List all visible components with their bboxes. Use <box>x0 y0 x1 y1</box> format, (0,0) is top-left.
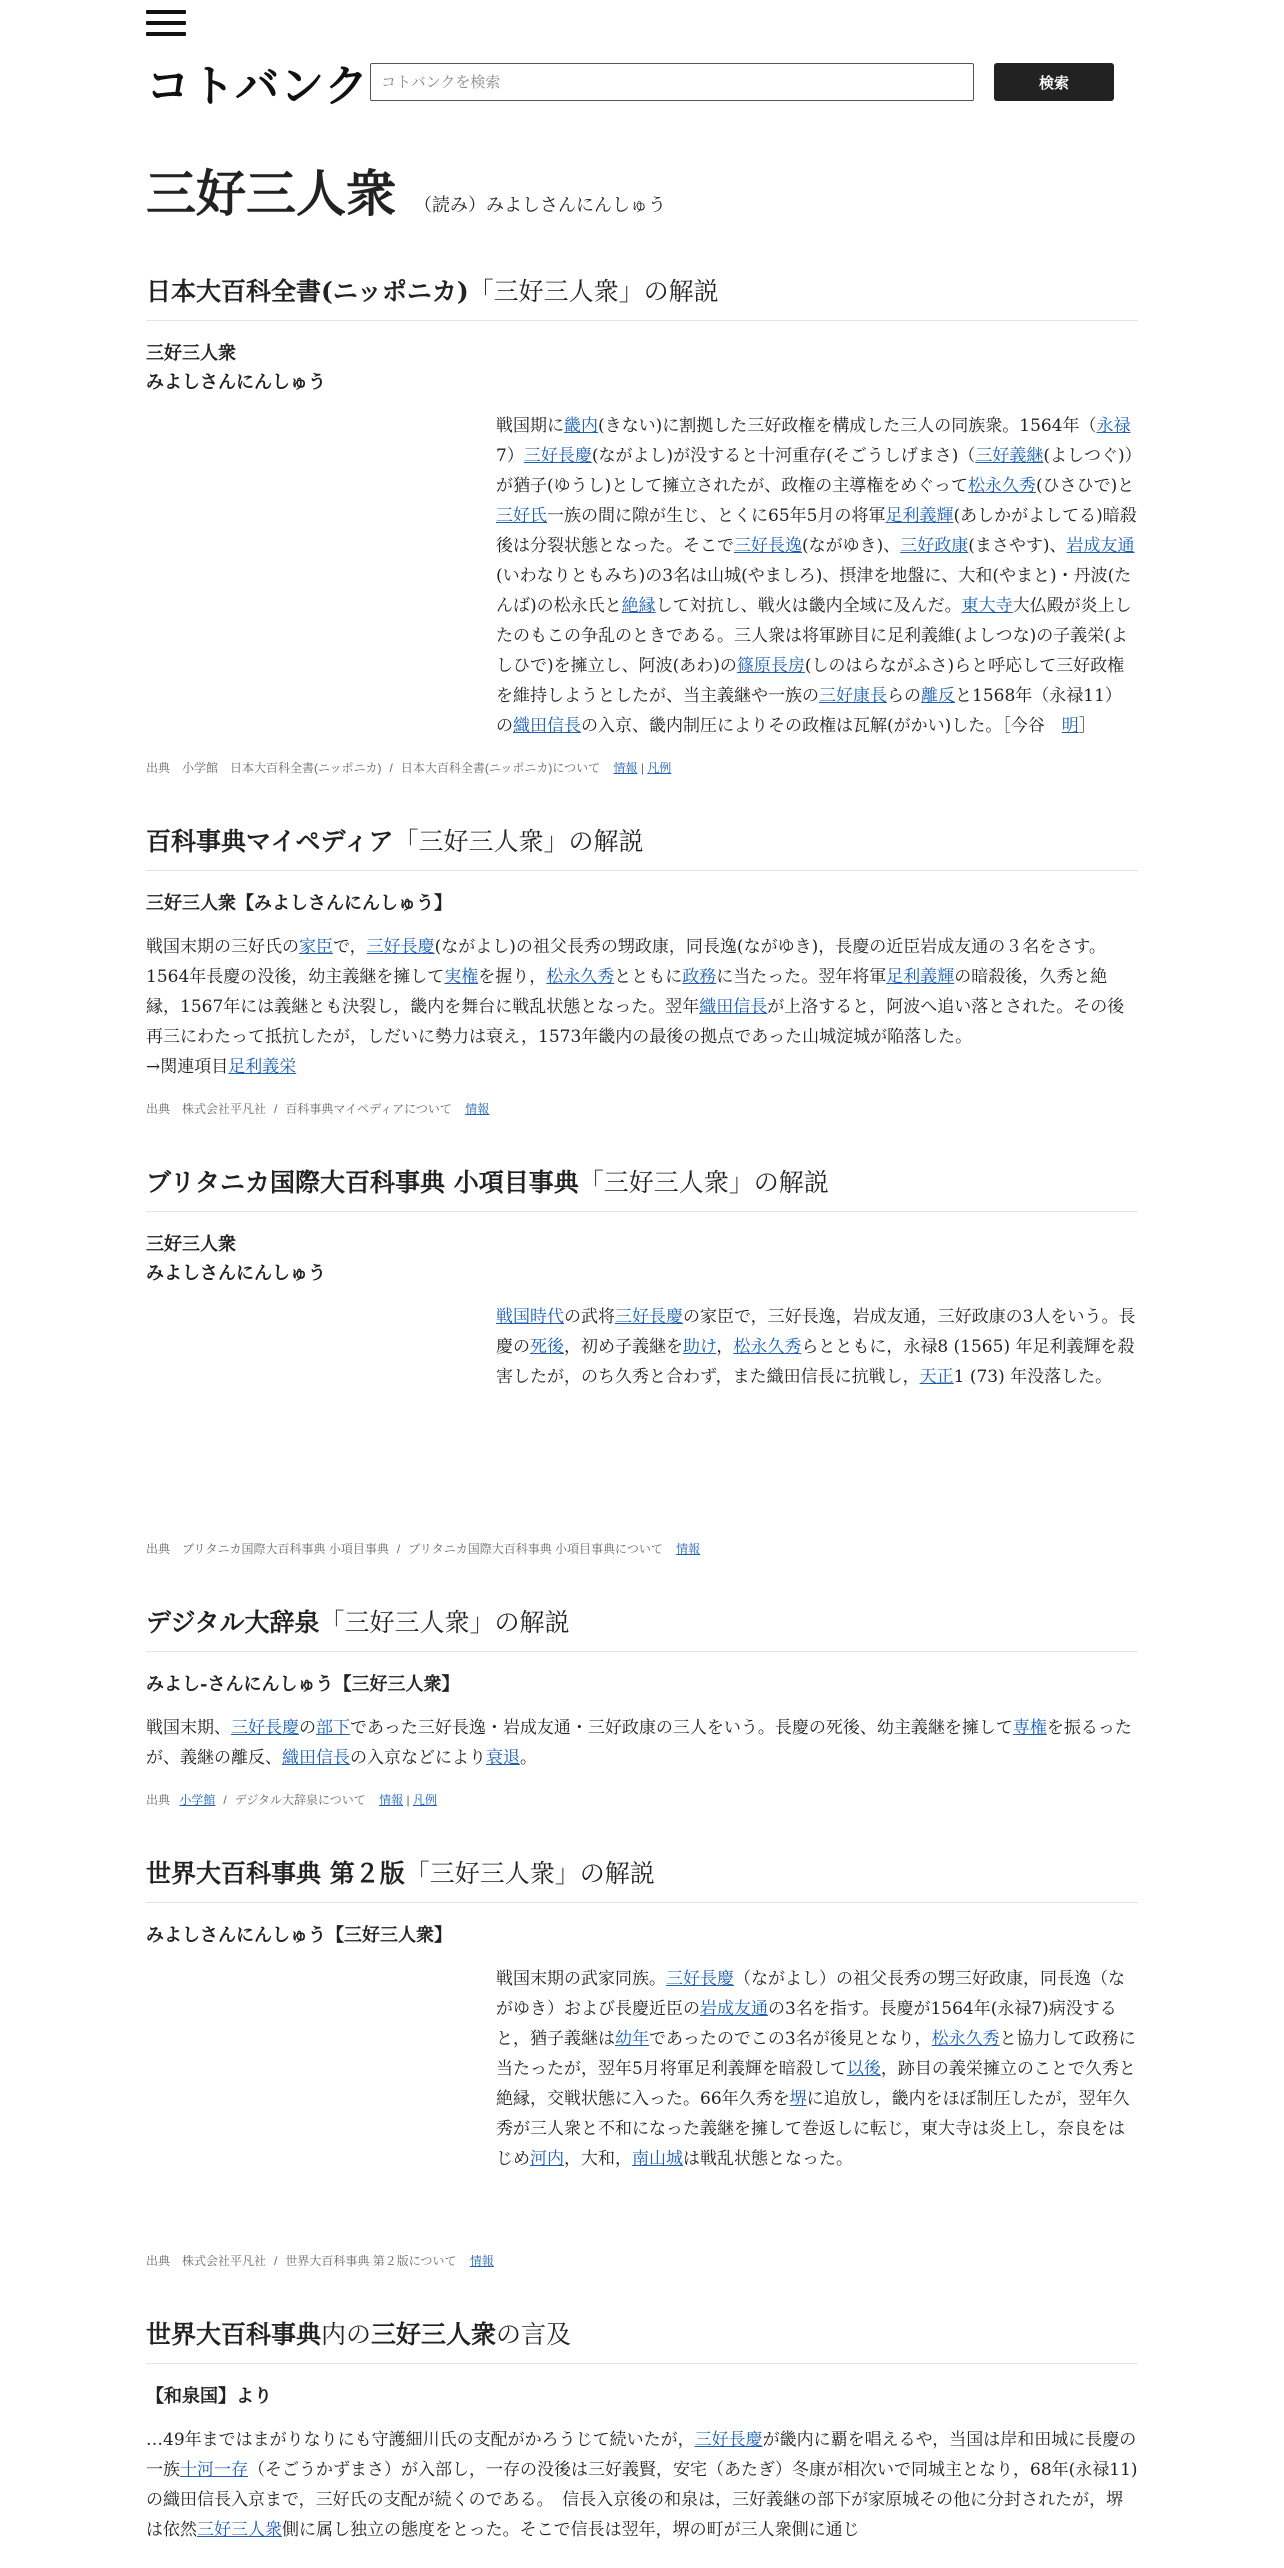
ad-space <box>146 1392 1138 1522</box>
dict-name[interactable]: ブリタニカ国際大百科事典 小項目事典 <box>146 1168 579 1197</box>
page-title-row <box>146 154 1138 226</box>
link[interactable]: 衰退 <box>486 1748 520 1768</box>
link[interactable]: 東大寺 <box>961 596 1013 616</box>
link[interactable]: 三好康長 <box>819 686 887 706</box>
link[interactable]: 三好長慶 <box>615 1307 683 1327</box>
link[interactable]: 足利義輝 <box>885 506 954 526</box>
link[interactable]: 三好長逸 <box>734 536 802 556</box>
info-link[interactable]: 情報 <box>676 1542 701 1556</box>
link[interactable]: 以後 <box>846 2059 881 2079</box>
entry-body: 戦国末期の三好氏の家臣で，三好長慶(ながよし)の祖父長秀の甥政康，同長逸(ながゆき)，長慶の近臣岩成友通の３名をさす。1564年長慶の没後，幼主義継を擁して実権を握り，松永久秀とともに政務に当たった。翌年将軍足利義輝の暗殺後，久秀と絶縁，1567年には義継とも決裂し，畿内を舞台に戦乱状態となった。翌年織田信長が上洛すると，阿波へ追い落とされた。その後再三にわたって抵抗したが，しだいに勢力は衰え，1573年畿内の最後の拠点であった山城淀城が陥落した。 →関連項目足利義栄 <box>146 937 1125 1077</box>
heading-tail: 「三好三人衆」の解説 <box>393 827 644 856</box>
dict-name[interactable]: 日本大百科全書(ニッポニカ) <box>146 277 469 306</box>
dict-name[interactable]: 百科事典マイペディア <box>146 827 394 856</box>
heading-tail: 「三好三人衆」の解説 <box>578 1168 829 1197</box>
link[interactable]: 岩成友通 <box>700 1999 768 2019</box>
link[interactable]: 部下 <box>316 1718 350 1738</box>
section-heading <box>146 822 1138 871</box>
reading: （読み）みよしさんにんしゅう <box>414 195 666 216</box>
link[interactable]: 南山城 <box>632 2149 683 2169</box>
link[interactable]: 岩成友通 <box>1066 536 1135 556</box>
link[interactable]: 助け <box>683 1337 717 1357</box>
link[interactable]: 三好政康 <box>900 536 969 556</box>
link[interactable]: 三好長慶 <box>666 1969 734 1989</box>
info-link[interactable]: 情報 <box>465 1102 490 1116</box>
link[interactable]: 松永久秀 <box>733 1337 802 1357</box>
dict-name[interactable]: デジタル大辞泉 <box>146 1608 320 1637</box>
info-link[interactable]: 情報 <box>379 1793 404 1807</box>
link[interactable]: 三好長慶 <box>231 1718 299 1738</box>
link[interactable]: 河内 <box>530 2149 564 2169</box>
source-line: 出典 株式会社平凡社 / 百科事典マイペディアについて 情報 <box>146 1102 490 1116</box>
heading-tail: 「三好三人衆」の解説 <box>468 277 719 306</box>
link[interactable]: 離反 <box>921 686 955 706</box>
section-heading <box>146 1603 1138 1652</box>
link[interactable]: 死後 <box>530 1337 564 1357</box>
link[interactable]: 松永久秀 <box>931 2029 1000 2049</box>
link[interactable]: 松永久秀 <box>967 476 1036 496</box>
link[interactable]: 戦国時代 <box>496 1307 564 1327</box>
link[interactable]: 織田信長 <box>699 997 768 1017</box>
hamburger-menu-icon[interactable] <box>146 10 186 36</box>
search-input[interactable] <box>370 63 974 101</box>
section-daijisen <box>146 1603 1138 1808</box>
section-britannica <box>146 1163 1138 1557</box>
info-link[interactable]: 情報 <box>613 761 638 775</box>
link[interactable]: 三好長慶 <box>366 937 435 957</box>
entry-body: 戦国末期の武家同族。三好長慶（ながよし）の祖父長秀の甥三好政康，同長逸（ながゆき）および長慶近臣の岩成友通の3名を指す。長慶が1564年(永禄7)病没すると，猶子義継は幼年であったのでこの3名が後見となり，松永久秀と協力して政務に当たったが，翌年5月将軍足利義輝を暗殺して以後，跡目の義栄擁立のことで久秀と絶縁，交戦状態に入った。66年久秀を堺に追放し，畿内をほぼ制圧したが，翌年久秀が三人衆と不和になった義継を擁して巻返しに転じ，東大寺は炎上し，奈良をはじめ河内，大和，南山城は戦乱状態となった。 <box>496 1969 1136 2169</box>
entry-head <box>146 1230 1138 1288</box>
entry-line: みよしさんにんしゅう【三好三人衆】 <box>146 1925 452 1946</box>
header <box>146 50 1138 114</box>
link[interactable]: 実権 <box>444 967 479 987</box>
link[interactable]: 家臣 <box>299 937 333 957</box>
link[interactable]: 畿内 <box>564 416 598 436</box>
entry-head <box>146 1921 1138 1950</box>
dict-name[interactable]: 世界大百科事典 <box>146 2320 322 2349</box>
heading-mid: 内の <box>321 2320 372 2349</box>
heading-tail: の言及 <box>496 2320 572 2349</box>
link[interactable]: 足利義輝 <box>886 967 955 987</box>
link[interactable]: 三好氏 <box>496 506 547 526</box>
heading-tail: 「三好三人衆」の解説 <box>404 1859 655 1888</box>
site-logo[interactable]: コトバンク <box>146 61 370 112</box>
entry-body: 戦国末期、三好長慶の部下であった三好長逸・岩成友通・三好政康の三人をいう。長慶の死後、幼主義継を擁して専権を振るったが、義継の離反、織田信長の入京などにより衰退。 <box>146 1718 1132 1768</box>
entry-body: 戦国期に畿内(きない)に割拠した三好政権を構成した三人の同族衆。1564年（永禄7）三好長慶(ながよし)が没すると十河重存(そごうしげまさ)（三好義継(よしつぐ)）が猶子(ゆうし)として擁立されたが、政権の主導権をめぐって松永久秀(ひさひで)と三好氏一族の間に隙が生じ、とくに65年5月の将軍足利義輝(あしかがよしてる)暗殺後は分裂状態となった。そこで三好長逸(ながゆき)、三好政康(まさやす)、岩成友通(いわなりともみち)の3名は山城(やましろ)、摂津を地盤に、大和(やまと)・丹波(たんば)の松永氏と絶縁して対抗し、戦火は畿内全域に及んだ。東大寺大仏殿が炎上したのもこの争乱のときである。三人衆は将軍跡目に足利義維(よしつな)の子義栄(よしひで)を擁立し、阿波(あわ)の篠原長房(しのはらながふさ)らと呼応して三好政権を維持しようとしたが、当主義継や一族の三好康長らの離反と1568年（永禄11）の織田信長の入京、畿内制圧によりその政権は瓦解(がかい)した。［今谷 明］ <box>146 411 1138 741</box>
link[interactable]: 堺 <box>789 2089 807 2109</box>
section-heading <box>146 2315 1138 2364</box>
link[interactable]: 明 <box>1061 716 1079 736</box>
link[interactable]: 幼年 <box>615 2029 649 2049</box>
hanrei-link[interactable]: 凡例 <box>412 1793 437 1807</box>
entry-head <box>146 2382 1138 2411</box>
entry-line: みよしさんにんしゅう <box>146 372 326 393</box>
entry-line: 【和泉国】より <box>146 2386 272 2407</box>
source-line: 出典 ブリタニカ国際大百科事典 小項目事典 / ブリタニカ国際大百科事典 小項目事典について 情報 <box>146 1542 701 1556</box>
page <box>146 0 1138 2545</box>
entry-body: …49年まではまがりなりにも守護細川氏の支配がかろうじて続いたが，三好長慶が畿内に覇を唱えるや，当国は岸和田城に長慶の一族十河一存（そごうかずまさ）が入部し，一存の没後は三好義賢，安宅（あたぎ）冬康が相次いで同城主となり，68年(永禄11)の織田信長入京まで，三好氏の支配が続くのである。 信長入京後の和泉は，三好義継の部下が家原城その他に分封されたが，堺は依然三好三人衆側に属し独立の態度をとった。そこで信長は翌年，堺の町が三人衆側に通じ <box>146 2430 1138 2540</box>
entry-line: 三好三人衆 <box>146 1234 236 1255</box>
entry-body: 戦国時代の武将三好長慶の家臣で，三好長逸，岩成友通，三好政康の3人をいう。長慶の死後，初め子義継を助け，松永久秀らとともに，永禄8 (1565) 年足利義輝を殺害したが，のち久秀と合わず，また織田信長に抗戦し，天正1 (73) 年没落した。 <box>496 1307 1136 1387</box>
entry-line: 三好三人衆 <box>146 343 236 364</box>
link[interactable]: 松永久秀 <box>546 967 615 987</box>
section-mypedia <box>146 822 1138 1117</box>
link[interactable]: 織田信長 <box>282 1748 350 1768</box>
link[interactable]: 三好三人衆 <box>197 2520 282 2540</box>
link[interactable]: 政務 <box>682 967 717 987</box>
link[interactable]: 足利義栄 <box>228 1057 297 1077</box>
entry-line: みよし‐さんにんしゅう【三好三人衆】 <box>146 1674 460 1695</box>
link[interactable]: 十河一存 <box>180 2460 248 2480</box>
search-button[interactable]: 検索 <box>994 63 1114 101</box>
dict-name[interactable]: 世界大百科事典 第２版 <box>146 1859 405 1888</box>
section-sekai-daihyakka <box>146 1854 1138 2269</box>
section-mentions <box>146 2315 1138 2545</box>
entry-line: 三好三人衆【みよしさんにんしゅう】 <box>146 893 452 914</box>
link[interactable]: 天正 <box>919 1367 954 1387</box>
entry-line: みよしさんにんしゅう <box>146 1263 326 1284</box>
link[interactable]: 篠原長房 <box>736 656 805 676</box>
section-heading <box>146 1854 1138 1903</box>
section-nipponica <box>146 272 1138 776</box>
source-line: 出典 小学館 / デジタル大辞泉について 情報 | 凡例 <box>146 1793 437 1807</box>
source-line: 出典 小学館 日本大百科全書(ニッポニカ) / 日本大百科全書(ニッポニカ)について 情報 | 凡例 <box>146 761 672 775</box>
ad-space <box>146 2174 1138 2234</box>
link[interactable]: 絶縁 <box>621 596 656 616</box>
ad-space <box>146 411 496 731</box>
section-heading <box>146 1163 1138 1212</box>
link[interactable]: 三好長慶 <box>523 446 592 466</box>
link[interactable]: 永禄 <box>1096 416 1131 436</box>
heading-term: 三好三人衆 <box>371 2320 497 2349</box>
heading-tail: 「三好三人衆」の解説 <box>319 1608 570 1637</box>
link[interactable]: 三好義継 <box>975 446 1044 466</box>
info-link[interactable]: 情報 <box>469 2254 494 2268</box>
entry-head <box>146 889 1138 918</box>
hanrei-link[interactable]: 凡例 <box>647 761 672 775</box>
entry-head <box>146 339 1138 397</box>
section-heading <box>146 272 1138 321</box>
link[interactable]: 織田信長 <box>513 716 581 736</box>
publisher-link[interactable]: 小学館 <box>179 1793 216 1807</box>
entry-head <box>146 1670 1138 1699</box>
link[interactable]: 専権 <box>1012 1718 1047 1738</box>
link[interactable]: 三好長慶 <box>694 2430 763 2450</box>
page-title: 三好三人衆 <box>146 165 396 223</box>
source-line: 出典 株式会社平凡社 / 世界大百科事典 第２版について 情報 <box>146 2254 494 2268</box>
